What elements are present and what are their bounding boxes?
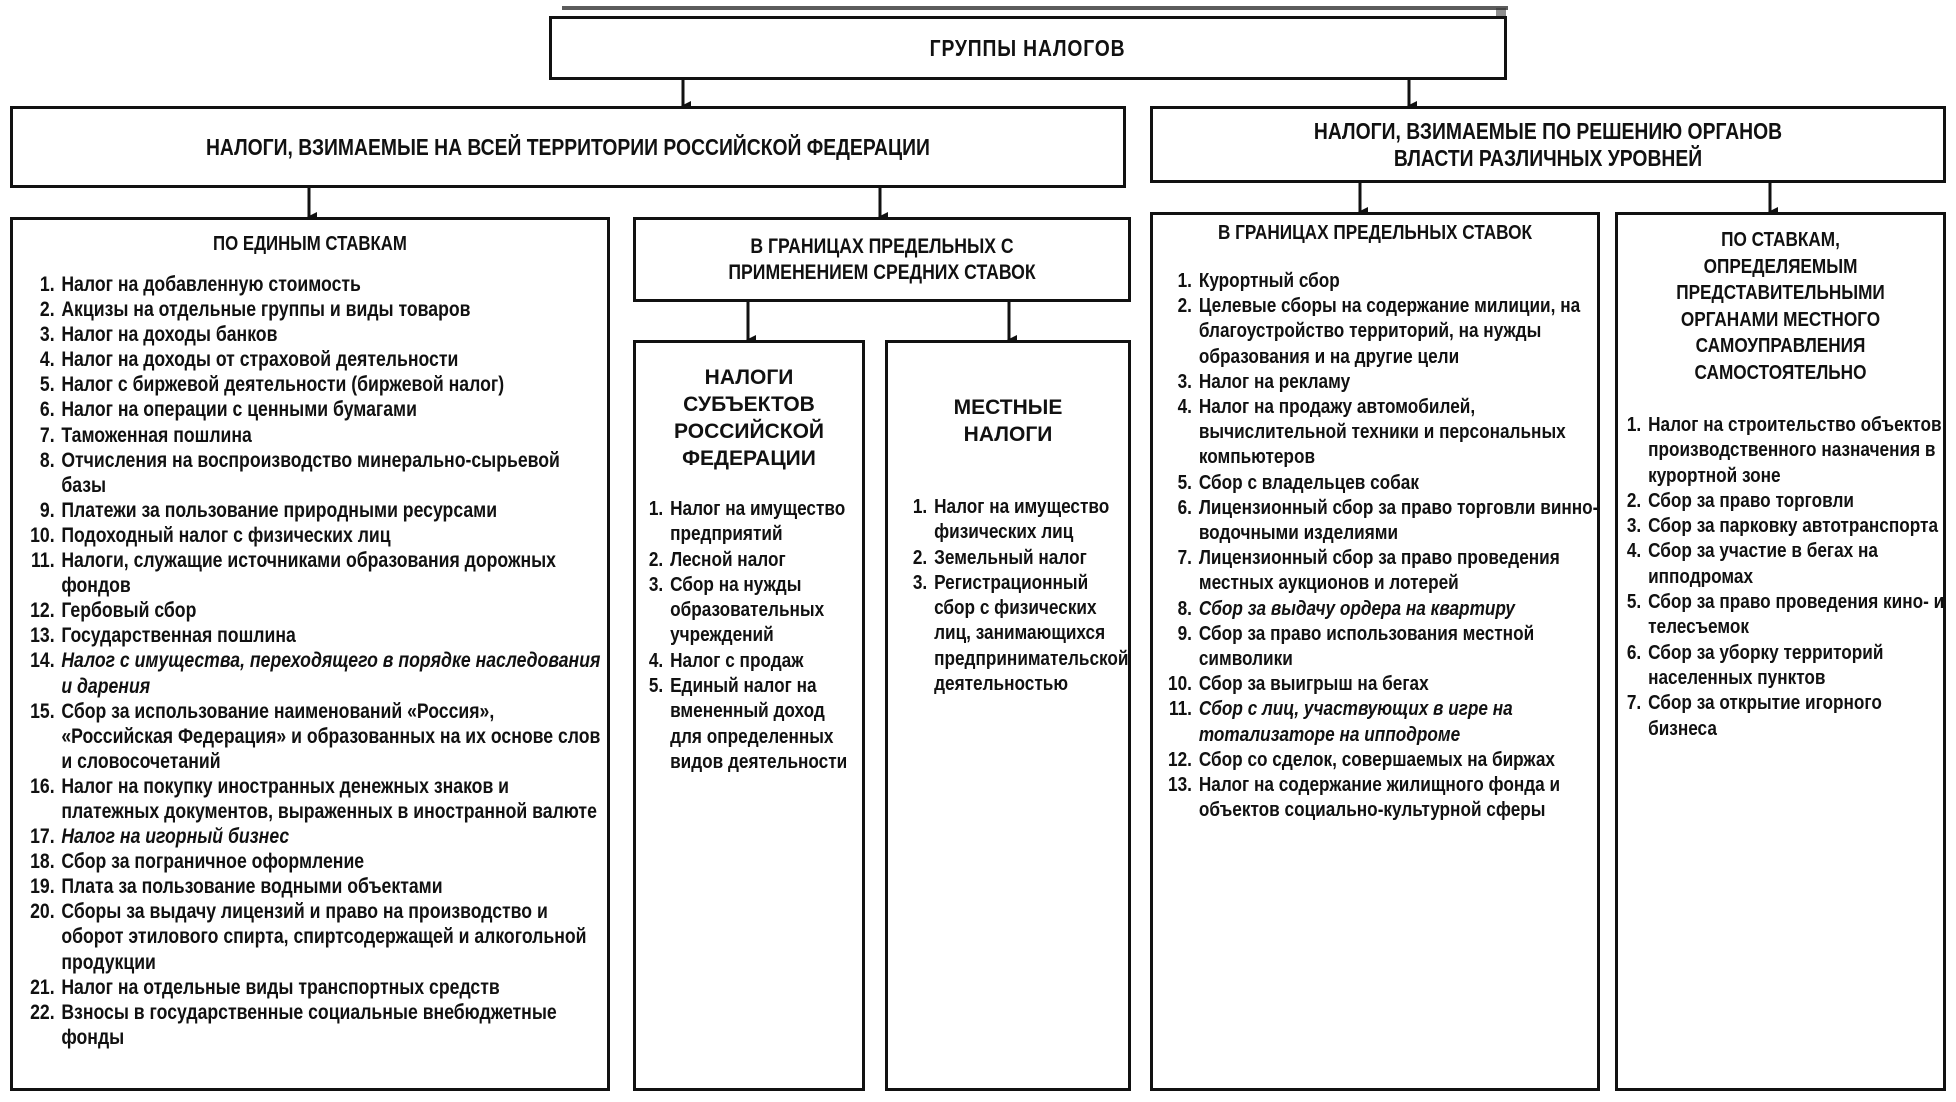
item-number: 2. — [39, 298, 55, 322]
item-number: 16. — [30, 774, 55, 798]
list-item — [21, 423, 606, 448]
item-text: Целевые сборы на содержание милиции, на благоустройство территорий, на нужды образования и на другие цели — [1198, 295, 1581, 368]
item-number: 1. — [39, 273, 55, 296]
item-text: Сбор со сделок, совершаемых на биржах — [1198, 748, 1555, 771]
item-text: Акцизы на отдельные группы и виды товаров — [61, 298, 471, 322]
list-item — [21, 648, 606, 698]
item-number: 4. — [648, 649, 664, 672]
limit-rates-box — [1150, 212, 1600, 1091]
item-number: 7. — [1177, 547, 1192, 570]
item-number: 1. — [1177, 270, 1192, 292]
item-text: Сбор за уборку территорий населенных пунктов — [1648, 641, 1884, 689]
item-number: 3. — [1626, 515, 1642, 538]
list-item — [1161, 471, 1599, 496]
list-item — [1161, 269, 1599, 294]
federal-group-title: НАЛОГИ, ВЗИМАЕМЫЕ НА ВСЕЙ ТЕРРИТОРИИ РОССИЙСКОЙ ФЕДЕРАЦИИ — [206, 133, 930, 160]
item-number: 8. — [1177, 597, 1192, 620]
item-text: Государственная пошлина — [61, 624, 296, 648]
item-text: Сбор за право использования местной символики — [1198, 622, 1535, 671]
item-text: Подоходный налог с физических лиц — [61, 523, 391, 547]
list-item — [1161, 748, 1599, 773]
authority-group-title: НАЛОГИ, ВЗИМАЕМЫЕ ПО РЕШЕНИЮ ОРГАНОВ ВЛАСТИ РАЗЛИЧНЫХ УРОВНЕЙ — [1313, 118, 1783, 171]
item-text: Налог с биржевой деятельности (биржевой налог) — [61, 373, 505, 397]
list-item — [21, 347, 606, 372]
item-number: 2. — [648, 548, 664, 571]
item-number: 11. — [31, 549, 55, 573]
item-text: Сбор за участие в бегах на ипподромах — [1648, 540, 1878, 588]
item-text: Налог на игорный бизнес — [61, 825, 290, 849]
item-text: Налог на доходы банков — [61, 323, 278, 347]
item-number: 1. — [648, 498, 664, 520]
item-number: 6. — [1177, 496, 1192, 519]
item-number: 5. — [648, 675, 664, 698]
uniform-rates-list — [21, 272, 606, 1050]
item-text: Платежи за пользование природными ресурсами — [61, 498, 498, 522]
item-text: Лицензионный сбор за право проведения местных аукционов и лотерей — [1198, 547, 1560, 595]
limit-rates-title: В ГРАНИЦАХ ПРЕДЕЛЬНЫХ СТАВОК — [1217, 222, 1533, 244]
federal-group-box — [10, 106, 1126, 188]
item-text: Налог на добавленную стоимость — [61, 273, 361, 296]
item-number: 15. — [30, 699, 55, 723]
item-number: 1. — [1626, 414, 1642, 436]
item-text: Сбор за пограничное оформление — [61, 850, 365, 874]
item-text: Налог на имущество физических лиц — [934, 496, 1110, 544]
item-text: Налог на покупку иностранных денежных знаков и платежных документов, выраженных в иностранной валюте — [61, 774, 597, 823]
list-item — [21, 372, 606, 397]
item-number: 18. — [30, 850, 55, 874]
item-text: Налог на имущество предприятий — [670, 498, 846, 546]
item-text: Сбор на нужды образовательных учреждений — [670, 573, 825, 647]
item-text: Сбор за выдачу ордера на квартиру — [1198, 597, 1515, 620]
root-box — [549, 16, 1507, 80]
list-item — [21, 297, 606, 322]
item-text: Сбор с лиц, участвующих в игре на тотализаторе на ипподроме — [1198, 698, 1513, 746]
item-number: 3. — [912, 571, 928, 594]
list-item — [21, 874, 606, 899]
item-text: Сборы за выдачу лицензий и право на производство и оборот этилового спирта, спиртсодержащей и алкогольной продукции — [61, 900, 587, 974]
item-number: 3. — [39, 323, 55, 347]
list-item — [1624, 590, 1946, 641]
item-number: 9. — [39, 498, 55, 522]
list-item — [646, 548, 856, 573]
item-number: 4. — [39, 348, 55, 372]
list-item — [1624, 641, 1946, 692]
item-number: 3. — [1177, 370, 1192, 393]
list-item — [910, 571, 1129, 697]
item-text: Сбор за право проведения кино- и телесъемок — [1648, 591, 1945, 639]
list-item — [21, 975, 606, 1000]
list-item — [1624, 539, 1946, 590]
item-number: 14. — [30, 649, 55, 673]
subjects-taxes-box — [633, 340, 865, 1091]
item-number: 22. — [30, 1000, 55, 1024]
root-title: ГРУППЫ НАЛОГОВ — [930, 34, 1126, 61]
local-taxes-list — [910, 495, 1129, 697]
item-text: Лесной налог — [670, 548, 786, 571]
item-number: 6. — [39, 398, 55, 422]
item-text: Налог на строительство объектов производственного назначения в курортной зоне — [1648, 414, 1942, 487]
list-item — [21, 899, 606, 974]
list-item — [1161, 294, 1599, 370]
item-text: Налог на рекламу — [1198, 370, 1351, 393]
item-text: Регистрационный сбор с физических лиц, занимающихся предпринимательской деятельностью — [934, 571, 1129, 696]
item-number: 10. — [1168, 673, 1192, 696]
item-text: Сбор за парковку автотранспорта — [1648, 515, 1939, 538]
list-item — [646, 573, 856, 649]
item-number: 13. — [30, 624, 55, 648]
local-taxes-title: МЕСТНЫЕ НАЛОГИ — [953, 396, 1063, 446]
uniform-rates-box — [10, 217, 610, 1091]
self-rates-list — [1624, 413, 1946, 742]
list-item — [21, 824, 606, 849]
item-number: 4. — [1626, 540, 1642, 563]
list-item — [21, 498, 606, 523]
item-number: 10. — [30, 523, 55, 547]
list-item — [646, 674, 856, 775]
list-item — [21, 1000, 606, 1050]
list-item — [21, 849, 606, 874]
list-item — [21, 623, 606, 648]
limit-avg-title: В ГРАНИЦАХ ПРЕДЕЛЬНЫХ С ПРИМЕНЕНИЕМ СРЕДНИХ СТАВОК — [728, 235, 1036, 284]
list-item — [1161, 496, 1599, 546]
item-text: Сбор за использование наименований «Россия», «Российская Федерация» и образованных на их основе слов и словосочетаний — [61, 699, 601, 773]
list-item — [1624, 489, 1946, 514]
item-number: 19. — [30, 875, 55, 899]
limit-avg-box — [633, 217, 1131, 302]
item-number: 7. — [1626, 692, 1642, 715]
item-text: Налог на отдельные виды транспортных средств — [61, 975, 500, 999]
item-number: 11. — [1168, 698, 1192, 721]
item-text: Налог на содержание жилищного фонда и объектов социально-культурной сферы — [1198, 774, 1561, 822]
local-taxes-box — [885, 340, 1131, 1091]
list-item — [646, 497, 856, 548]
list-item — [1161, 395, 1599, 471]
item-number: 9. — [1177, 622, 1192, 645]
list-item — [21, 774, 606, 824]
item-number: 6. — [1626, 641, 1642, 664]
item-number: 13. — [1168, 774, 1192, 797]
list-item — [1161, 546, 1599, 596]
list-item — [21, 448, 606, 498]
item-number: 20. — [30, 900, 55, 924]
list-item — [1161, 672, 1599, 697]
item-text: Налог с продаж — [670, 649, 804, 672]
item-text: Налог на продажу автомобилей, вычислительной техники и персональных компьютеров — [1198, 396, 1566, 469]
item-number: 2. — [912, 546, 928, 569]
item-text: Курортный сбор — [1198, 270, 1340, 292]
list-item — [21, 548, 606, 598]
item-number: 21. — [30, 975, 55, 999]
item-number: 17. — [30, 825, 55, 849]
list-item — [1161, 697, 1599, 747]
item-text: Плата за пользование водными объектами — [61, 875, 443, 899]
list-item — [646, 649, 856, 674]
item-text: Взносы в государственные социальные внебюджетные фонды — [61, 1000, 557, 1049]
list-item — [1161, 773, 1599, 823]
item-number: 12. — [30, 599, 55, 623]
item-text: Налоги, служащие источниками образования дорожных фондов — [61, 549, 556, 598]
list-item — [1624, 413, 1946, 489]
list-item — [21, 397, 606, 422]
item-text: Лицензионный сбор за право торговли винно-водочными изделиями — [1198, 496, 1599, 545]
list-item — [21, 699, 606, 774]
self-rates-title: ПО СТАВКАМ, ОПРЕДЕЛЯЕМЫМ ПРЕДСТАВИТЕЛЬНЫМИ ОРГАНАМИ МЕСТНОГО САМОУПРАВЛЕНИЯ САМОСТОЯТЕЛЬНО — [1676, 229, 1885, 384]
item-number: 3. — [648, 573, 664, 596]
list-item — [21, 322, 606, 347]
self-rates-box — [1615, 212, 1946, 1091]
item-text: Земельный налог — [934, 546, 1087, 569]
item-text: Налог с имущества, переходящего в порядке наследования и дарения — [61, 649, 601, 698]
subjects-taxes-list — [646, 497, 856, 775]
item-number: 5. — [1177, 471, 1192, 494]
authority-group-box — [1150, 106, 1946, 183]
item-number: 1. — [912, 496, 928, 518]
list-item — [1624, 514, 1946, 539]
item-text: Налог на операции с ценными бумагами — [61, 398, 417, 422]
uniform-rates-title: ПО ЕДИНЫМ СТАВКАМ — [213, 233, 407, 255]
scan-noise — [562, 6, 1508, 10]
list-item — [910, 495, 1125, 546]
item-number: 8. — [39, 448, 55, 472]
item-text: Единый налог на вмененный доход для определенных видов деятельности — [670, 675, 848, 773]
item-number: 5. — [39, 373, 55, 397]
list-item — [1161, 622, 1599, 672]
list-item — [21, 272, 606, 297]
subjects-taxes-title: НАЛОГИ СУБЪЕКТОВ РОССИЙСКОЙ ФЕДЕРАЦИИ — [674, 366, 824, 470]
item-number: 7. — [39, 423, 55, 447]
item-text: Налог на доходы от страховой деятельности — [61, 348, 459, 372]
list-item — [910, 546, 1125, 571]
list-item — [1161, 597, 1599, 622]
item-text: Сбор с владельцев собак — [1198, 471, 1419, 494]
list-item — [21, 523, 606, 548]
item-text: Отчисления на воспроизводство минерально-сырьевой базы — [61, 448, 560, 497]
item-text: Сбор за открытие игорного бизнеса — [1648, 692, 1882, 740]
item-text: Гербовый сбор — [61, 599, 197, 623]
item-text: Сбор за право торговли — [1648, 489, 1854, 512]
list-item — [1161, 370, 1599, 395]
item-number: 2. — [1626, 489, 1642, 512]
list-item — [21, 598, 606, 623]
limit-rates-list — [1161, 269, 1599, 823]
item-text: Сбор за выигрыш на бегах — [1198, 673, 1429, 696]
item-number: 12. — [1168, 748, 1192, 771]
list-item — [1624, 691, 1946, 742]
item-number: 5. — [1626, 591, 1642, 614]
item-text: Таможенная пошлина — [61, 423, 252, 447]
item-number: 2. — [1177, 295, 1192, 318]
item-number: 4. — [1177, 396, 1192, 419]
